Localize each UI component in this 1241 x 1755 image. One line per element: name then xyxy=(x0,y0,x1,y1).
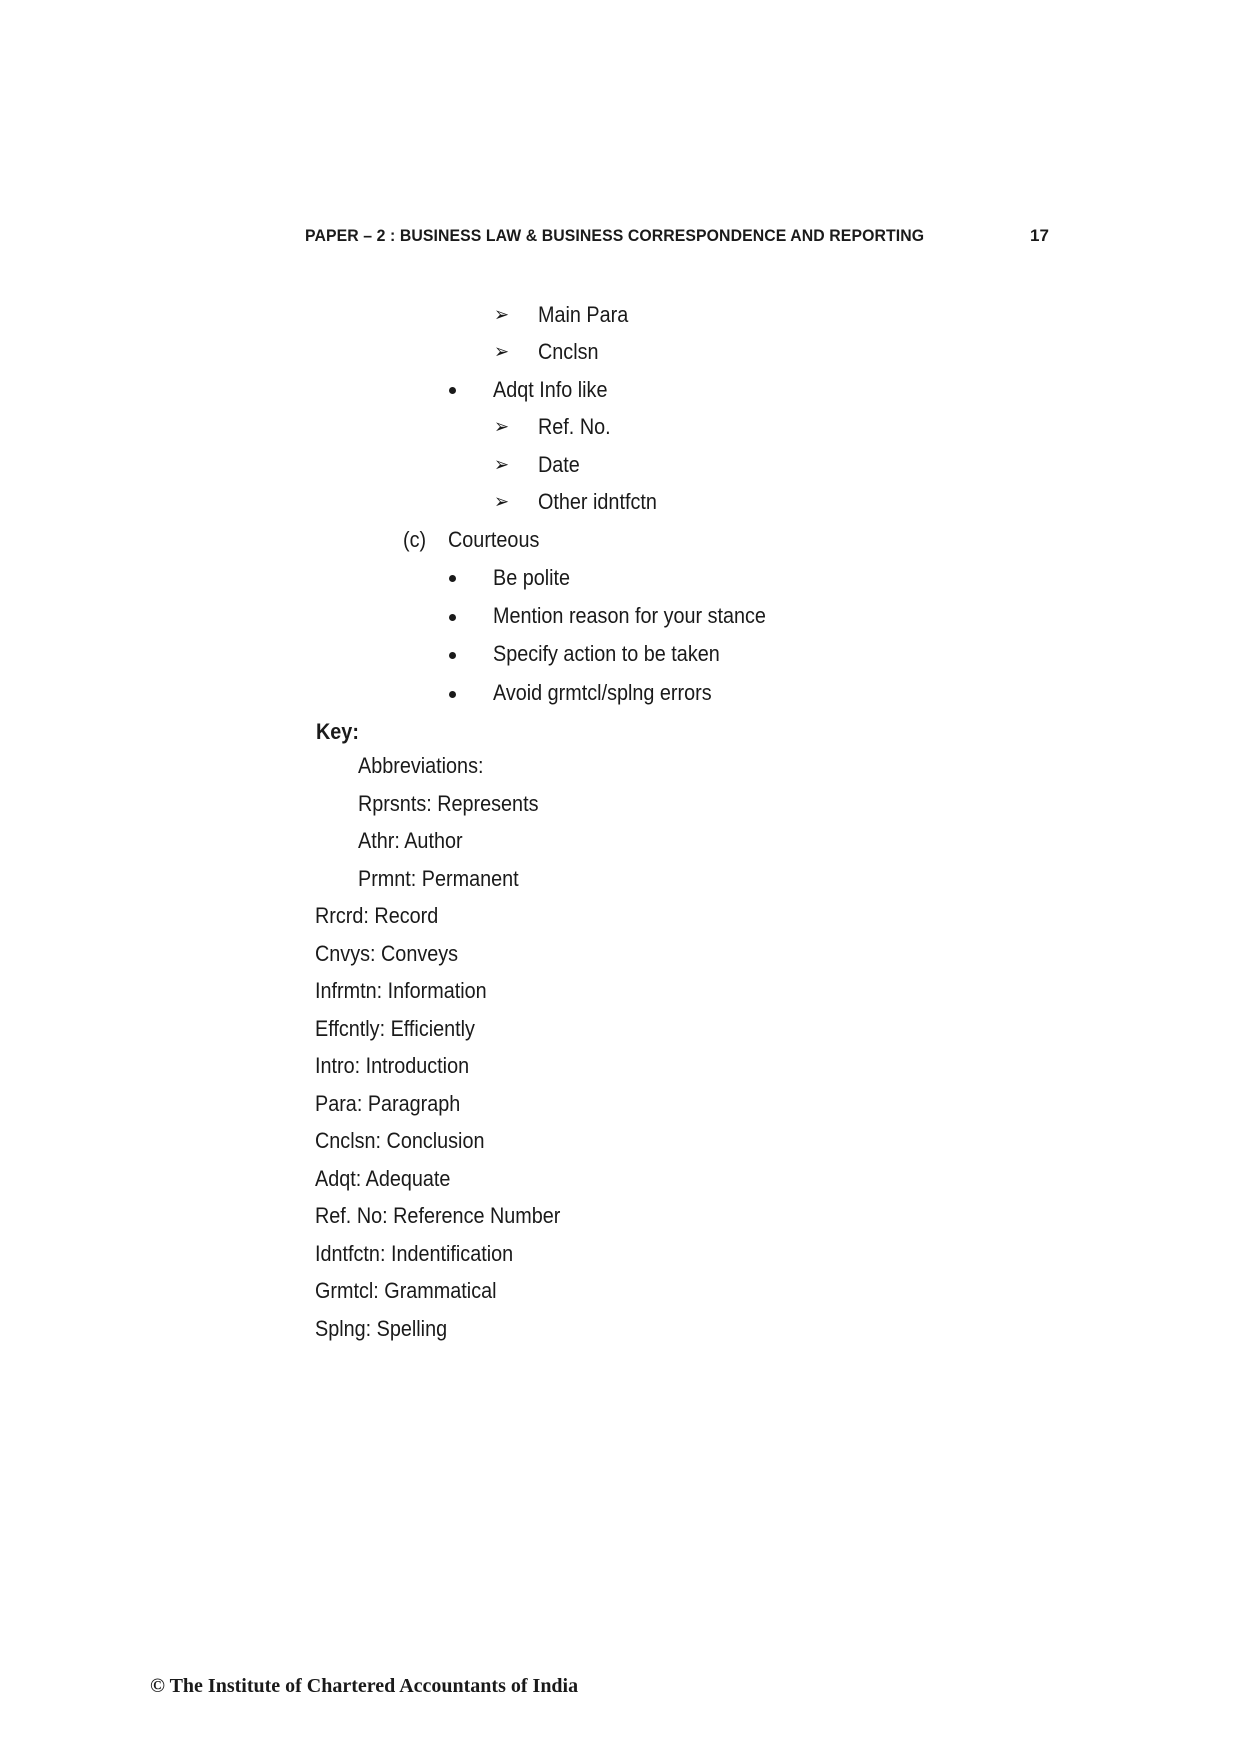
key-entry: Adqt: Adequate xyxy=(315,1166,451,1191)
list-item-be-polite: Be polite xyxy=(493,565,571,590)
page-number: 17 xyxy=(1030,226,1049,245)
key-entry: Cnvys: Conveys xyxy=(315,941,459,966)
key-indented-line: Prmnt: Permanent xyxy=(358,866,519,891)
list-item-other-idntfctn: Other idntfctn xyxy=(538,489,657,514)
list-item-date: Date xyxy=(538,452,580,477)
key-entry: Infrmtn: Information xyxy=(315,978,487,1003)
key-entry: Ref. No: Reference Number xyxy=(315,1203,561,1228)
key-heading: Key: xyxy=(316,719,359,744)
bullet-icon xyxy=(449,652,456,659)
list-item-avoid-errors: Avoid grmtcl/splng errors xyxy=(493,680,712,705)
copyright-footer: © The Institute of Chartered Accountants of India xyxy=(150,1675,579,1697)
key-entry: Para: Paragraph xyxy=(315,1091,461,1116)
arrow-bullet-icon: ➢ xyxy=(494,341,510,363)
key-entry: Rrcrd: Record xyxy=(315,903,439,928)
list-item-adqt-info: Adqt Info like xyxy=(493,377,608,402)
list-item-specify-action: Specify action to be taken xyxy=(493,641,720,666)
arrow-bullet-icon: ➢ xyxy=(494,416,510,438)
key-entry: Intro: Introduction xyxy=(315,1053,470,1078)
key-indented-line: Athr: Author xyxy=(358,828,463,853)
arrow-bullet-icon: ➢ xyxy=(494,454,510,476)
bullet-icon xyxy=(449,691,456,698)
key-entry: Cnclsn: Conclusion xyxy=(315,1128,485,1153)
bullet-icon xyxy=(449,575,456,582)
key-indented-line: Abbreviations: xyxy=(358,753,484,778)
list-item-ref-no: Ref. No. xyxy=(538,414,611,439)
section-marker-c: (c) xyxy=(403,527,427,552)
key-entry: Splng: Spelling xyxy=(315,1316,448,1341)
arrow-bullet-icon: ➢ xyxy=(494,304,510,326)
bullet-icon xyxy=(449,387,456,394)
list-item-cnclsn: Cnclsn xyxy=(538,339,599,364)
bullet-icon xyxy=(449,614,456,621)
key-indented-line: Rprsnts: Represents xyxy=(358,791,539,816)
list-item-mention-reason: Mention reason for your stance xyxy=(493,603,766,628)
key-entry: Idntfctn: Indentification xyxy=(315,1241,514,1266)
key-entry: Grmtcl: Grammatical xyxy=(315,1278,497,1303)
list-item-main-para: Main Para xyxy=(538,302,629,327)
key-entry: Effcntly: Efficiently xyxy=(315,1016,475,1041)
arrow-bullet-icon: ➢ xyxy=(494,491,510,513)
section-heading-courteous: Courteous xyxy=(448,527,540,552)
running-header-title: PAPER – 2 : BUSINESS LAW & BUSINESS CORRESPONDENCE AND REPORTING xyxy=(305,226,925,245)
